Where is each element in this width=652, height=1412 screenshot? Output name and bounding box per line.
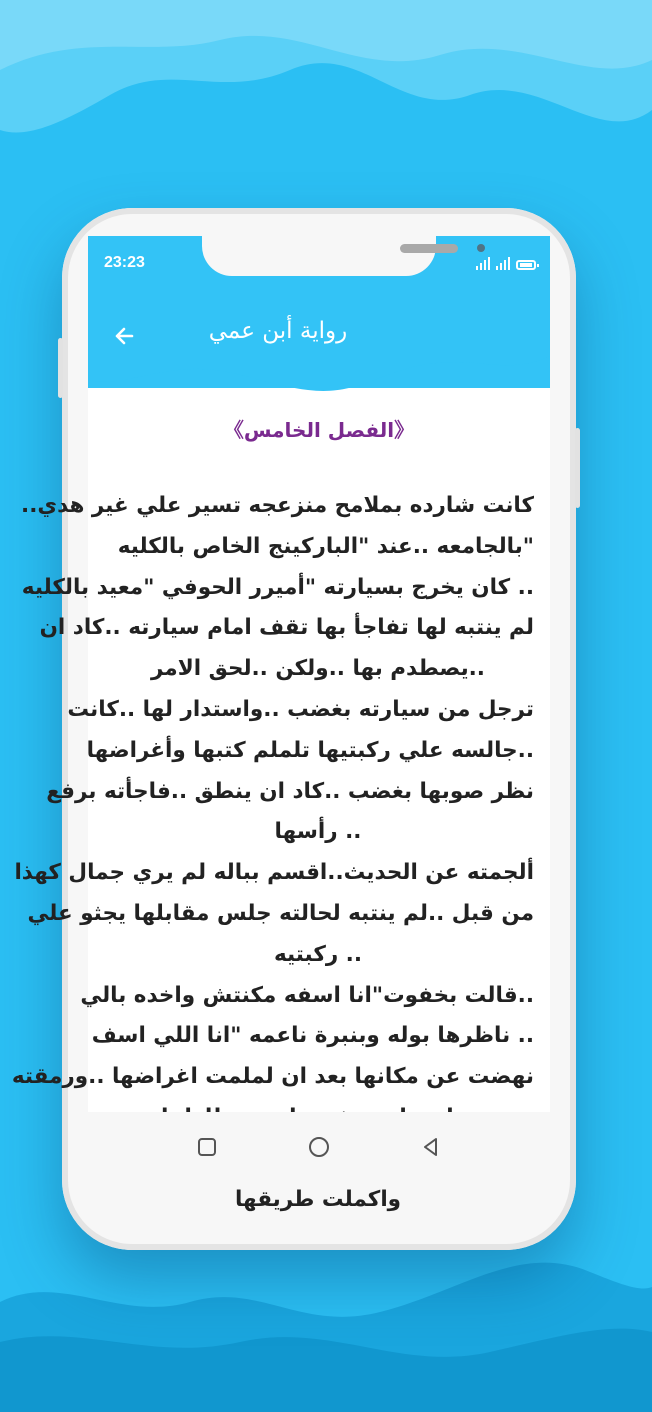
circle-icon bbox=[307, 1135, 331, 1159]
arrow-left-icon bbox=[112, 324, 136, 348]
story-line: لم ينتبه لها تفاجأ بها تقف امام سيارته ..كاد ان bbox=[39, 615, 534, 641]
story-line: .. كان يخرج بسيارته "أميرر الحوفي "معيد بالكليه bbox=[21, 574, 534, 600]
speaker bbox=[400, 244, 458, 253]
app-title: رواية أبن عمي bbox=[208, 318, 348, 344]
system-nav-bar bbox=[88, 1112, 550, 1182]
story-line: ..يصطدم بها ..ولكن ..لحق الامر bbox=[151, 656, 485, 682]
story-line: نهضت عن مكانها بعد ان لملمت اغراضها ..ورمقته bbox=[11, 1064, 534, 1090]
story-line: ..قالت بخفوت"انا اسفه مكنتش واخده بالي bbox=[80, 982, 534, 1008]
chapter-title: 《الفصل الخامس》 bbox=[223, 418, 415, 442]
square-icon bbox=[196, 1136, 218, 1158]
volume-button bbox=[58, 338, 63, 398]
recent-apps-button[interactable] bbox=[192, 1132, 222, 1162]
camera bbox=[477, 244, 485, 252]
story-line: "بالجامعه ..عند "الباركينج الخاص بالكليه bbox=[117, 533, 534, 559]
notch bbox=[202, 236, 436, 276]
power-button bbox=[575, 428, 580, 508]
story-line: كانت شارده بملامح منزعجه تسير علي غير هدي.. bbox=[21, 493, 534, 518]
reading-content[interactable] bbox=[11, 394, 550, 1212]
status-time: 23:23 bbox=[104, 254, 145, 271]
background-wave-top bbox=[0, 0, 652, 200]
status-icons bbox=[476, 254, 536, 270]
story-line: .. ركبتيه bbox=[273, 941, 363, 967]
signal-icon bbox=[476, 256, 490, 270]
story-line: ..جالسه علي ركبتيها تلملم كتبها وأغراضها bbox=[86, 737, 534, 763]
story-line: نظر صوبها بغضب ..كاد ان ينطق ..فاجأته برفع bbox=[46, 778, 534, 804]
story-line: ترجل من سيارته بغضب ..واستدار لها ..كانت bbox=[67, 696, 534, 722]
story-line: .. رأسها bbox=[274, 819, 362, 845]
story-text bbox=[11, 486, 534, 1220]
signal-icon-2 bbox=[496, 256, 510, 270]
story-line: .. ناظرها بوله وبنبرة ناعمه "انا اللي اسف bbox=[91, 1023, 534, 1049]
story-line: من قبل ..لم ينتبه لحالته جلس مقابلها يجثو علي bbox=[27, 900, 534, 926]
home-button[interactable] bbox=[304, 1132, 334, 1162]
battery-icon bbox=[516, 260, 536, 270]
phone-screen bbox=[11, 236, 550, 1212]
story-line: ألجمته عن الحديث..اقسم بباله لم يري جمال كهذا bbox=[14, 860, 534, 886]
triangle-icon bbox=[420, 1136, 442, 1158]
background-wave-bottom bbox=[0, 1232, 652, 1412]
nav-back-button[interactable] bbox=[416, 1132, 446, 1162]
story-line: واكملت طريقها bbox=[234, 1186, 402, 1212]
phone-frame bbox=[11, 208, 576, 1250]
